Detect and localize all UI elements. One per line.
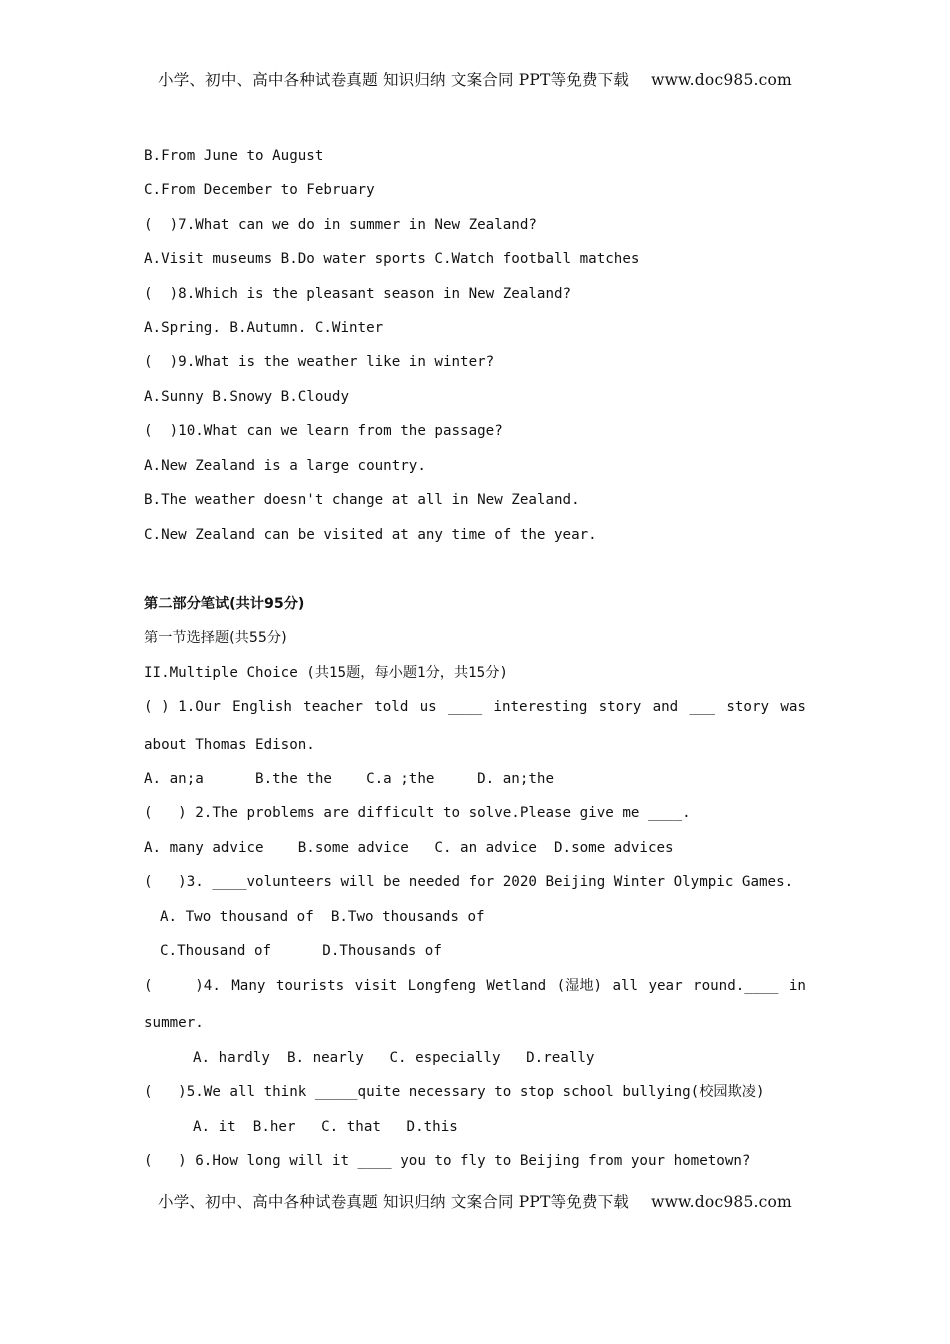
- part-title: 第二部分笔试(共计95分): [144, 596, 305, 612]
- mc-question-1-cont: about Thomas Edison.: [144, 737, 315, 753]
- word: teacher: [303, 699, 363, 715]
- question-7-options: A.Visit museums B.Do water sports C.Watch football matches: [144, 251, 640, 267]
- footer-text: 小学、初中、高中各种试卷真题 知识归纳 文案合同 PPT等免费下载: [158, 1193, 630, 1211]
- word: round.____: [693, 978, 779, 994]
- mc-question-5: ( )5.We all think _____quite necessary to stop school bullying(校园欺凌): [144, 1084, 765, 1100]
- option-line: C.From December to February: [144, 182, 375, 198]
- question-9: ( )9.What is the weather like in winter?: [144, 354, 495, 370]
- word: Many: [231, 978, 266, 994]
- word: and: [652, 699, 679, 715]
- question-8-options: A.Spring. B.Autumn. C.Winter: [144, 320, 384, 336]
- mc-question-1: [144, 697, 806, 717]
- mc-question-2-options: A. many advice B.some advice C. an advice D.some advices: [144, 840, 674, 856]
- header-site: www.doc985.com: [651, 71, 792, 89]
- option-line: B.From June to August: [144, 148, 324, 164]
- word: English: [232, 699, 292, 715]
- question-10-option-c: C.New Zealand can be visited at any time of the year.: [144, 527, 597, 543]
- word: ( )4.: [144, 978, 221, 994]
- word: in: [788, 978, 806, 994]
- mc-question-4: [144, 976, 806, 996]
- word: was: [780, 699, 806, 715]
- mc-question-4-cont: summer.: [144, 1015, 204, 1031]
- mc-question-4-options: A. hardly B. nearly C. especially D.really: [193, 1050, 595, 1066]
- mc-question-3-options-1: A. Two thousand of B.Two thousands of: [160, 909, 485, 925]
- footer-site: www.doc985.com: [651, 1193, 792, 1211]
- mc-question-3: ( )3. ____volunteers will be needed for 2020 Beijing Winter Olympic Games.: [144, 874, 794, 890]
- question-9-options: A.Sunny B.Snowy B.Cloudy: [144, 389, 349, 405]
- mc-question-1-options: A. an;a B.the the C.a ;the D. an;the: [144, 771, 554, 787]
- word: story: [598, 699, 642, 715]
- question-10-option-a: A.New Zealand is a large country.: [144, 458, 426, 474]
- question-8: ( )8.Which is the pleasant season in New Zealand?: [144, 286, 572, 302]
- word: tourists: [275, 978, 345, 994]
- word: us: [419, 699, 437, 715]
- word: visit: [354, 978, 398, 994]
- mc-question-3-options-2: C.Thousand of D.Thousands of: [160, 943, 442, 959]
- word: ____: [447, 699, 483, 715]
- page-header: [0, 68, 950, 90]
- word: ___: [689, 699, 716, 715]
- word: ( ) 1.Our: [144, 699, 221, 715]
- word: Wetland: [486, 978, 547, 994]
- mc-question-5-options: A. it B.her C. that D.this: [193, 1119, 458, 1135]
- word: interesting: [493, 699, 588, 715]
- word: told: [374, 699, 409, 715]
- page-footer: [0, 1190, 950, 1212]
- word: all: [612, 978, 639, 994]
- word: Longfeng: [407, 978, 477, 994]
- section-heading: II.Multiple Choice (共15题，每小题1分，共15分): [144, 665, 508, 681]
- word: story: [726, 699, 770, 715]
- word: (湿地): [556, 978, 603, 994]
- header-text: 小学、初中、高中各种试卷真题 知识归纳 文案合同 PPT等免费下载: [158, 71, 630, 89]
- mc-question-6: ( ) 6.How long will it ____ you to fly to Beijing from your hometown?: [144, 1153, 751, 1169]
- question-10: ( )10.What can we learn from the passage?: [144, 423, 503, 439]
- question-7: ( )7.What can we do in summer in New Zealand?: [144, 217, 537, 233]
- question-10-option-b: B.The weather doesn't change at all in New Zealand.: [144, 492, 580, 508]
- section-title: 第一节选择题(共55分): [144, 630, 287, 646]
- mc-question-2: ( ) 2.The problems are difficult to solve.Please give me ____.: [144, 805, 691, 821]
- word: year: [648, 978, 683, 994]
